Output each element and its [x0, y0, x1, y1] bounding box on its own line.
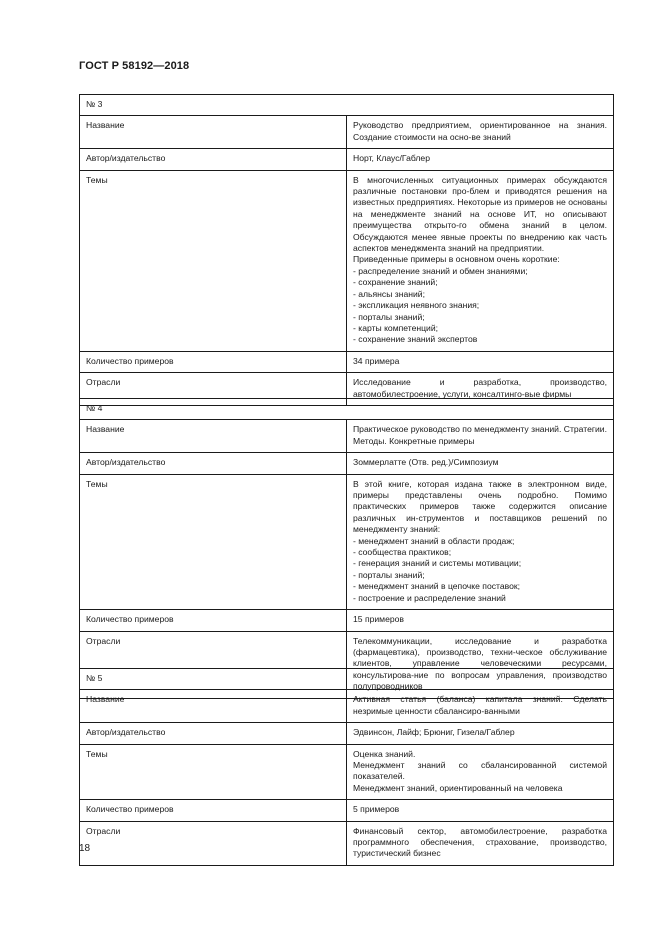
value-line: Телекоммуникации, исследование и разработка (фармацевтика), производство, техни-ческое обслуживание клиентов, управление человеческими ресурсами, консультирова-ние по вопросам управления, производство полупроводников	[353, 635, 607, 692]
card-number-row	[80, 399, 614, 420]
list-item: - порталы знаний;	[353, 311, 425, 322]
value-line: Финансовый сектор, автомобилестроение, разработка программного обеспечения, страхование, производство, туристический бизнес	[353, 825, 607, 859]
row-label: Название	[80, 116, 347, 149]
row-value	[347, 420, 614, 453]
card-number-row	[80, 669, 614, 690]
title-row	[80, 116, 614, 149]
row-value	[347, 116, 614, 149]
list-item: - сохранение знаний;	[353, 277, 438, 288]
row-label: Название	[80, 420, 347, 453]
author-row	[80, 149, 614, 170]
value-line: 5 примеров	[353, 804, 400, 815]
list-item: - построение и распределение знаний	[353, 592, 506, 603]
value-line: В многочисленных ситуационных примерах обсуждаются различные постановки про-блем и приводятся решения на известных предприятиях. Некоторые из примеров не основаны на менеджменте знаний на основе ИТ, но описывают преимущества открыто-го обмена знаний в целом. Обсуждаются менее явные проекты по внедрению как часть аспектов менеджмента знаний на предприятии.	[353, 174, 607, 254]
list-item: - альянсы знаний;	[353, 288, 425, 299]
row-value	[347, 723, 614, 744]
author-row	[80, 723, 614, 744]
title-row	[80, 690, 614, 723]
row-label: Темы	[80, 474, 347, 609]
value-line: Оценка знаний.	[353, 748, 416, 759]
row-label: Количество примеров	[80, 610, 347, 631]
page-number: 18	[79, 843, 91, 854]
value-line: Приведенные примеры в основном очень короткие:	[353, 254, 560, 265]
row-value	[347, 474, 614, 609]
value-line: Руководство предприятием, ориентированное на знания. Создание стоимости на осно-ве знаний	[353, 120, 607, 142]
card-number: № 3	[80, 95, 614, 116]
row-value	[347, 690, 614, 723]
list-item: - сохранение знаний экспертов	[353, 334, 478, 345]
author-row	[80, 453, 614, 474]
topics-row	[80, 474, 614, 609]
row-label: Отрасли	[80, 631, 347, 698]
value-line: В этой книге, которая издана также в электронном виде, примеры представлены очень подробно. Помимо практических примеров также содержится описание различных ин-струментов и поставщиков решений по менеджменту знаний:	[353, 478, 607, 535]
card-number: № 4	[80, 399, 614, 420]
row-label: Автор/издательство	[80, 453, 347, 474]
card-number-row	[80, 95, 614, 116]
case-card-3	[79, 94, 614, 406]
title-row	[80, 420, 614, 453]
value-line: Менеджмент знаний со сбалансированной системой показателей.	[353, 760, 607, 782]
card-number: № 5	[80, 669, 614, 690]
document-code: ГОСТ Р 58192—2018	[79, 60, 190, 72]
value-line: Активная статья (баланса) капитала знаний. Сделать незримые ценности сбалансиро-ванными	[353, 694, 607, 716]
list-item: - менеджмент знаний в цепочке поставок;	[353, 581, 521, 592]
value-line: Практическое руководство по менеджменту знаний. Стратегии. Методы. Конкретные примеры	[353, 424, 607, 446]
industries-row	[80, 821, 614, 865]
row-label: Отрасли	[80, 373, 347, 406]
count-row	[80, 610, 614, 631]
list-item: - карты компетенций;	[353, 322, 439, 333]
row-value	[347, 821, 614, 865]
list-item: - менеджмент знаний в области продаж;	[353, 535, 515, 546]
row-value	[347, 351, 614, 372]
list-item: - генерация знаний и системы мотивации;	[353, 558, 522, 569]
list-item: - экспликация неявного знания;	[353, 300, 480, 311]
row-label: Количество примеров	[80, 351, 347, 372]
row-label: Количество примеров	[80, 800, 347, 821]
case-card-5	[79, 668, 614, 866]
row-value	[347, 744, 614, 800]
list-item: - сообщества практиков;	[353, 547, 452, 558]
value-line: Эдвинсон, Лайф; Брюниг, Гизела/Габлер	[353, 727, 515, 738]
value-line: Норт, Клаус/Габлер	[353, 153, 430, 164]
row-value	[347, 170, 614, 351]
value-line: Исследование и разработка, производство, автомобилестроение, услуги, консалтинго-вые фирмы	[353, 377, 607, 399]
row-label: Автор/издательство	[80, 723, 347, 744]
topics-row	[80, 744, 614, 800]
row-value	[347, 800, 614, 821]
value-line: Зоммерлатте (Отв. ред.)/Симпозиум	[353, 457, 499, 468]
row-value	[347, 610, 614, 631]
value-line: Менеджмент знаний, ориентированный на человека	[353, 782, 563, 793]
row-label: Отрасли	[80, 821, 347, 865]
row-label: Темы	[80, 744, 347, 800]
count-row	[80, 351, 614, 372]
row-value	[347, 149, 614, 170]
row-label: Темы	[80, 170, 347, 351]
topics-row	[80, 170, 614, 351]
list-item: - распределение знаний и обмен знаниями;	[353, 265, 528, 276]
count-row	[80, 800, 614, 821]
case-card-4	[79, 398, 614, 699]
row-label: Название	[80, 690, 347, 723]
row-value	[347, 453, 614, 474]
value-line: 15 примеров	[353, 614, 404, 625]
value-line: 34 примера	[353, 355, 400, 366]
row-label: Автор/издательство	[80, 149, 347, 170]
list-item: - порталы знаний;	[353, 569, 425, 580]
